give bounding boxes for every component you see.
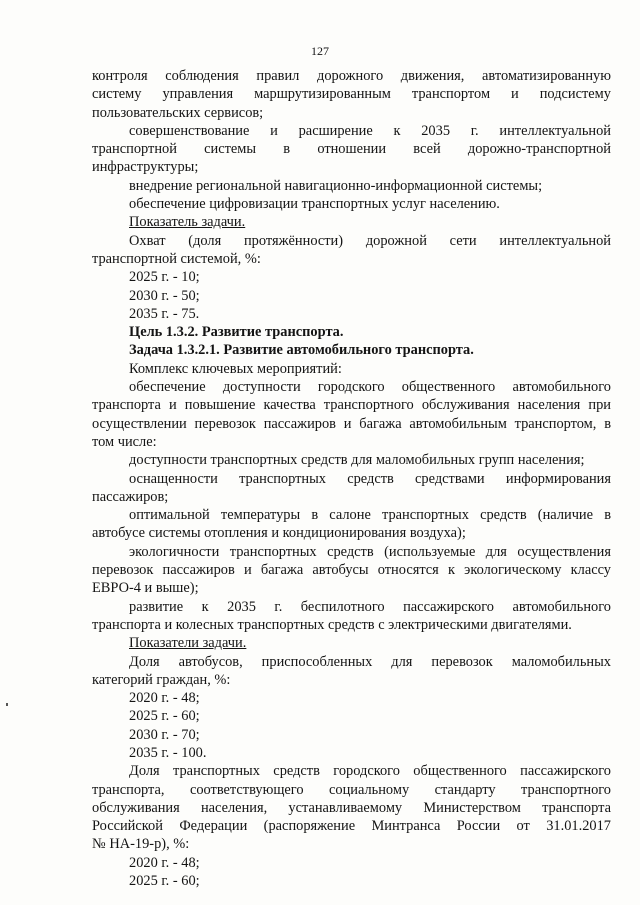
indicator-value: 2025 г. - 10; [129, 269, 200, 286]
document-body [92, 67, 611, 890]
text-line: доступности транспортных средств для маломобильных групп населения; [129, 452, 585, 469]
indicator-value: 2020 г. - 48; [129, 854, 200, 871]
text-line: оснащенности транспортных средств средствами информирования [129, 470, 611, 487]
text-line: категорий граждан, %: [92, 671, 231, 688]
text-line: пользовательских сервисов; [92, 104, 264, 121]
text-line: экологичности транспортных средств (используемые для осуществления [129, 543, 611, 560]
text-line: обслуживания населения, устанавливаемому Министерством транспорта [92, 799, 611, 816]
scan-speck [6, 703, 8, 706]
text-line: том числе: [92, 433, 157, 450]
text-line: Комплекс ключевых мероприятий: [129, 360, 342, 377]
indicator-value: 2035 г. - 100. [129, 744, 207, 761]
page-number: 127 [311, 44, 329, 58]
indicator-value: 2030 г. - 70; [129, 726, 200, 743]
text-line: транспортной системой, %: [92, 250, 261, 267]
indicator-value: 2025 г. - 60; [129, 873, 200, 890]
text-line: контроля соблюдения правил дорожного движения, автоматизированную [92, 68, 611, 84]
text-line: систему управления маршрутизированным транспортом и подсистему [92, 86, 611, 103]
text-line: обеспечение доступности городского общественного автомобильного [129, 379, 611, 396]
text-line: Охват (доля протяжённости) дорожной сети интеллектуальной [129, 232, 611, 249]
text-line: обеспечение цифровизации транспортных услуг населению. [129, 196, 500, 213]
text-line: ЕВРО-4 и выше); [92, 580, 199, 597]
indicator-value: 2020 г. - 48; [129, 690, 200, 707]
indicator-value: 2025 г. - 60; [129, 708, 200, 725]
text-line: Российской Федерации (распоряжение Минтранса России от 31.01.2017 [92, 818, 611, 835]
text-line: № НА-19-р), %: [92, 836, 190, 853]
text-line: транспорта, соответствующего социальному стандарту транспортного [92, 781, 611, 798]
text-line: транспортной системы в отношении всей дорожно-транспортной [92, 141, 611, 158]
text-line: транспорта и повышение качества транспортного обслуживания населения при [92, 397, 611, 414]
section-label: Показатель задачи. [129, 214, 246, 231]
text-line: развитие к 2035 г. беспилотного пассажирского автомобильного [129, 598, 611, 615]
text-line: совершенствование и расширение к 2035 г. интеллектуальной [129, 122, 611, 139]
text-line: оптимальной температуры в салоне транспортных средств (наличие в [129, 507, 611, 524]
text-line: Доля автобусов, приспособленных для перевозок маломобильных [129, 653, 611, 670]
indicator-value: 2035 г. - 75. [129, 305, 200, 322]
text-line: осуществлении перевозок пассажиров и багажа автомобильным транспортом, в [92, 415, 611, 432]
indicator-value: 2030 г. - 50; [129, 287, 200, 304]
text-line: инфраструктуры; [92, 159, 199, 176]
text-line: автобусе системы отопления и кондиционирования воздуха); [92, 525, 466, 542]
goal-heading: Цель 1.3.2. Развитие транспорта. [129, 324, 344, 341]
section-label: Показатели задачи. [129, 635, 247, 652]
text-line: транспорта и колесных транспортных средств с электрическими двигателями. [92, 616, 572, 633]
text-line: Доля транспортных средств городского общественного пассажирского [129, 763, 611, 780]
task-heading: Задача 1.3.2.1. Развитие автомобильного транспорта. [129, 342, 474, 359]
text-line: внедрение региональной навигационно-информационной системы; [129, 177, 543, 194]
text-line: перевозок пассажиров и багажа автобусы относятся к экологическому классу [92, 562, 611, 579]
text-line: пассажиров; [92, 488, 169, 505]
